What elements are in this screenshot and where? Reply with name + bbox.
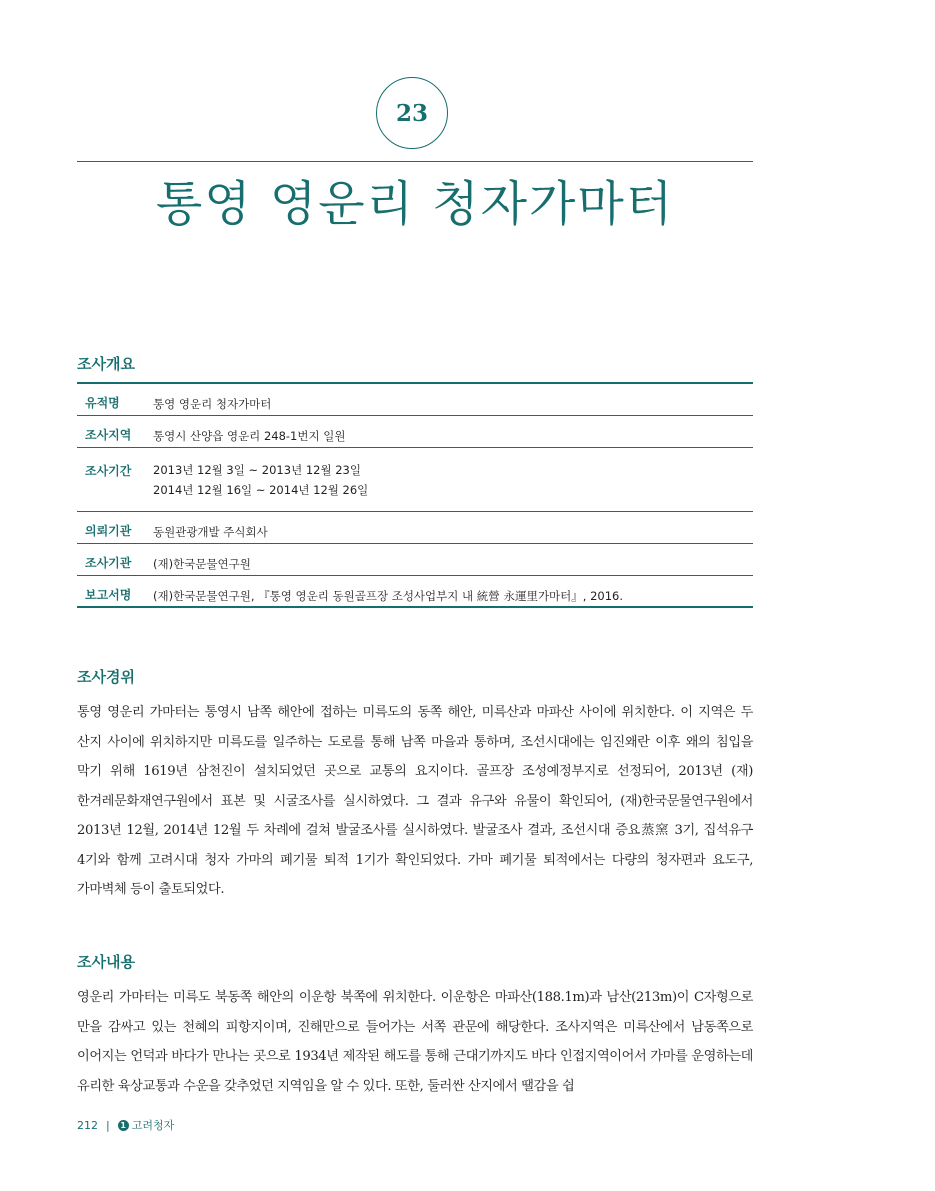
table-row [77,575,753,607]
row-label: 의뢰기관 [77,511,147,543]
row-value [147,575,753,607]
row-value-line: 동원관광개발 주식회사 [153,524,268,539]
row-value-line: 2014년 12월 16일 ~ 2014년 12월 26일 [153,482,369,497]
overview-heading: 조사개요 [77,355,135,373]
table-row [77,543,753,575]
chapter-number-badge [376,77,448,149]
table-row [77,415,753,447]
row-value-line: 통영시 산양읍 영운리 248-1번지 일원 [153,428,346,443]
page-number: 212 [77,1118,98,1132]
row-value-line: (재)한국문물연구원 [153,556,251,571]
footer-section-name: 고려청자 [131,1119,175,1132]
content-heading: 조사내용 [77,953,135,971]
row-label: 조사기관 [77,543,147,575]
page-title: 통영 영운리 청자가마터 [155,176,675,232]
row-label: 조사지역 [77,415,147,447]
row-label: 조사기간 [77,447,147,511]
table-row [77,383,753,415]
row-value [147,383,753,415]
background-paragraph: 통영 영운리 가마터는 통영시 남쪽 해안에 접하는 미륵도의 동쪽 해안, 미륵산과 마파산 사이에 위치한다. 이 지역은 두 산지 사이에 위치하지만 미륵도를 일주하는 도로를 통해 남쪽 마을과 통하며, 조선시대에는 임진왜란 이후 왜의 침입을 막기 위해 1619년 삼천진이 설치되었던 곳으로 교통의 요지이다. 골프장 조성예정부지로 선정되어, 2013년 (재)한겨레문화재연구원에서 표본 및 시굴조사를 실시하였다. 그 결과 유구와 유물이 확인되어, (재)한국문물연구원에서 2013년 12월, 2014년 12월 두 차례에 걸쳐 발굴조사를 실시하였다. 발굴조사 결과, 조선시대 증요蒸窯 3기, 집석유구 4기와 함께 고려시대 청자 가마의 폐기물 퇴적 1기가 확인되었다. 가마 폐기물 퇴적에서는 다량의 청자편과 요도구, 가마벽체 등이 출토되었다. [77,705,753,897]
overview-table [77,382,753,608]
chapter-badge-icon: 1 [118,1120,129,1131]
table-row [77,511,753,543]
row-value [147,447,753,511]
background-heading: 조사경위 [77,668,135,686]
table-row [77,447,753,511]
row-value-line: 2013년 12월 3일 ~ 2013년 12월 23일 [153,462,361,477]
content-paragraph: 영운리 가마터는 미륵도 북동쪽 해안의 이운항 북쪽에 위치한다. 이운항은 마파산(188.1m)과 남산(213m)이 C자형으로 만을 감싸고 있는 천혜의 피항지이며, 진해만으로 들어가는 서쪽 관문에 해당한다. 조사지역은 미륵산에서 남동쪽으로 이어지는 언덕과 바다가 만나는 곳으로 1934년 제작된 해도를 통해 근대기까지도 바다 인접지역이어서 가마를 운영하는데 유리한 육상교통과 수운을 갖추었던 지역임을 알 수 있다. 또한, 둘러싼 산지에서 땔감을 쉽 [77,990,753,1094]
row-value-line: 통영 영운리 청자가마터 [153,397,272,411]
title-rule [77,161,753,162]
row-label: 유적명 [77,383,147,415]
row-value [147,415,753,447]
row-label: 보고서명 [85,587,132,602]
footer-separator: | [106,1118,110,1132]
row-value [147,543,753,575]
row-value-line: (재)한국문물연구원, 『통영 영운리 동원골프장 조성사업부지 내 統營 永運里가마터』, 2016. [153,588,623,603]
page-footer [77,1117,174,1133]
row-value [147,511,753,543]
chapter-number: 23 [395,99,428,127]
